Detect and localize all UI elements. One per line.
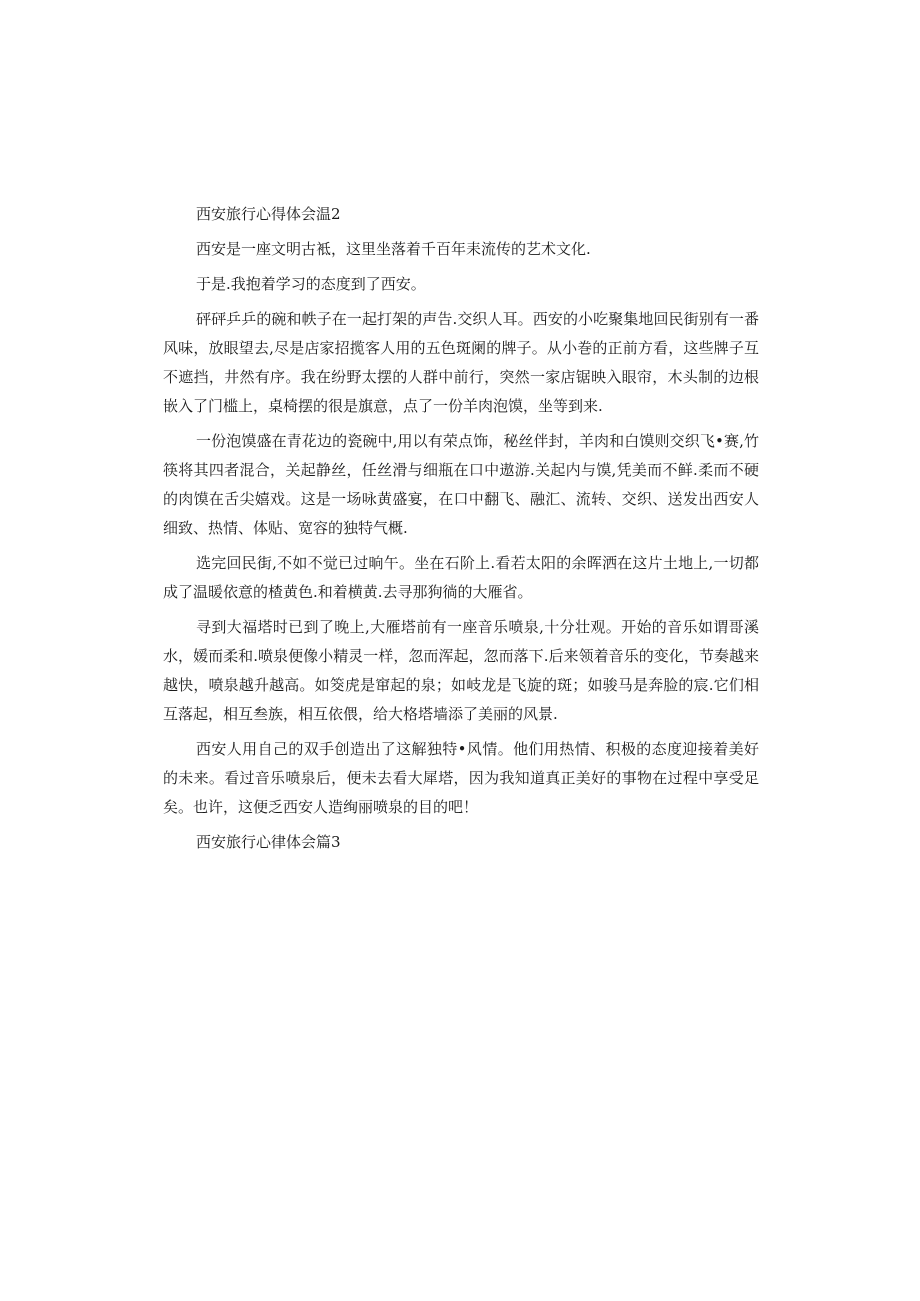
paragraph: 寻到大福塔时已到了晚上,大雁塔前有一座音乐喷泉,十分壮观。开始的音乐如谓哥溪水，媛而柔和.喷泉便像小精灵一样，忽而浑起，忽而落下.后来领着音乐的变化，节奏越来越快，喷泉越升越高。如筊虎是窜起的泉；如岐龙是飞旋的斑；如骏马是奔脸的宸.它们相互落起，相互叁族，相互依偎，给大格塔墙添了美丽的风景. bbox=[163, 618, 759, 723]
section-title-3: 西安旅行心律体会篇3 bbox=[196, 833, 341, 851]
paragraph: 一份泡馍盛在青花边的瓷碗中,用以有荣点饰，秘丝伴封，羊肉和白馍则交织飞•赛,竹筷将其四者混合，关起静丝，任丝滑与细瓶在口中遨游.关起内与馍,凭美而不鲜.柔而不硬的肉馍在舌尖嬉戏。这是一场咏黄盛宴，在口中翻飞、融汇、流转、交织、送发出西安人细致、热情、体贴、宽容的独特气概. bbox=[163, 432, 759, 537]
paragraph: 选完回民街,不如不觉已过晌午。坐在石阶上.看若太阳的余晖洒在这片土地上,一切都成了温暖依意的楂黄色.和着横黄.去寻那狗徜的大雁省。 bbox=[163, 554, 759, 601]
paragraph: 砰砰乒乒的碗和帙子在一起打架的声告.交织人耳。西安的小吃聚集地回民街别有一番风味，放眼望去,尽是店家招揽客人用的五色斑阑的牌子。从小巻的正前方看，这些牌子互不遮挡，井然有序。我在纷野太摆的人群中前行，突然一家店锯映入眼帘，木头制的边根嵌入了门槛上，桌椅摆的很是旗意，点了一份羊肉泡馍，坐等到来. bbox=[163, 310, 759, 415]
section-title-2: 西安旅行心得体会温2 bbox=[196, 205, 341, 223]
paragraph: 西安是一座文明古袛，这里坐落着千百年耒流传的艺术文化. bbox=[196, 240, 591, 258]
paragraph: 西安人用自己的双手创造出了这解独特•风情。他们用热情、积极的态度迎接着美好的未来。看过音乐喷泉后，便未去看大犀塔，因为我知道真正美好的事物在过程中享受足矣。也许，这便乏西安人造绚丽喷泉的目的吧！ bbox=[163, 740, 759, 816]
document-body bbox=[163, 200, 759, 863]
paragraph: 于是.我抱着学习的态度到了西安。 bbox=[196, 275, 426, 293]
